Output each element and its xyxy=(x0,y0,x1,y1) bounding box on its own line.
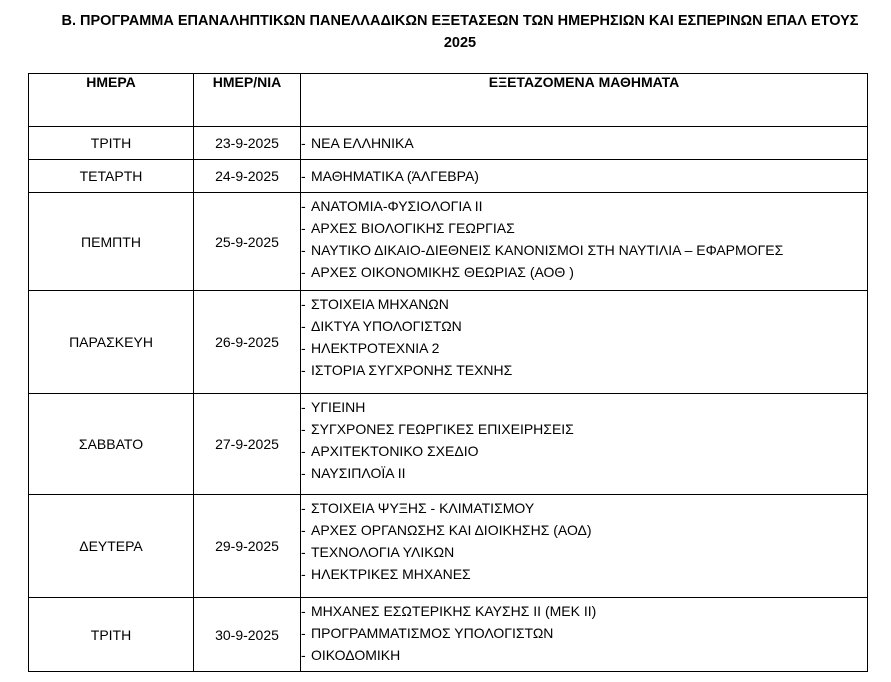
date-cell: 25-9-2025 xyxy=(194,193,301,291)
table-row xyxy=(29,127,868,160)
table-row xyxy=(29,193,868,291)
document-title-line-1: Β. ΠΡΟΓΡΑΜΜΑ ΕΠΑΝΑΛΗΠΤΙΚΩΝ ΠΑΝΕΛΛΑΔΙΚΩΝ ΕΞΕΤΑΣΕΩΝ ΤΩΝ ΗΜΕΡΗΣΙΩΝ ΚΑΙ ΕΣΠΕΡΙΝΩΝ ΕΠΑΛ ΕΤΟΥΣ xyxy=(61,13,859,29)
subject-item: - ΝΕΑ ΕΛΛΗΝΙΚΑ xyxy=(301,132,867,154)
subjects-cell xyxy=(301,160,868,193)
subjects-cell xyxy=(301,598,868,672)
subject-item: - ΑΡΧΕΣ ΒΙΟΛΟΓΙΚΗΣ ΓΕΩΡΓΙΑΣ xyxy=(301,217,867,239)
date-cell: 30-9-2025 xyxy=(194,598,301,672)
subject-list xyxy=(301,165,867,187)
subject-item: - ΤΕΧΝΟΛΟΓΙΑ ΥΛΙΚΩΝ xyxy=(301,541,867,563)
subject-item: - ΥΓΙΕΙΝΗ xyxy=(301,396,867,418)
table-row xyxy=(29,291,868,394)
subject-list xyxy=(301,497,867,585)
subject-item: - ΗΛΕΚΤΡΙΚΕΣ ΜΗΧΑΝΕΣ xyxy=(301,563,867,585)
subject-list xyxy=(301,132,867,154)
date-cell: 24-9-2025 xyxy=(194,160,301,193)
subject-item: - ΝΑΥΤΙΚΟ ΔΙΚΑΙΟ-ΔΙΕΘΝΕΙΣ ΚΑΝΟΝΙΣΜΟΙ ΣΤΗ ΝΑΥΤΙΛΙΑ – ΕΦΑΡΜΟΓΕΣ xyxy=(301,239,867,261)
subjects-cell xyxy=(301,193,868,291)
subjects-cell xyxy=(301,495,868,598)
header-subjects: ΕΞΕΤΑΖΟΜΕΝΑ ΜΑΘΗΜΑΤΑ xyxy=(301,74,868,127)
subject-item: - ΑΡΧΕΣ ΟΙΚΟΝΟΜΙΚΗΣ ΘΕΩΡΙΑΣ (ΑΟΘ ) xyxy=(301,261,867,283)
day-cell: ΤΡΙΤΗ xyxy=(29,598,194,672)
day-cell: ΣΑΒΒΑΤΟ xyxy=(29,394,194,495)
table-row xyxy=(29,160,868,193)
subject-item: - ΠΡΟΓΡΑΜΜΑΤΙΣΜΟΣ ΥΠΟΛΟΓΙΣΤΩΝ xyxy=(301,622,867,644)
subject-list xyxy=(301,600,867,666)
date-cell: 29-9-2025 xyxy=(194,495,301,598)
subject-item: - ΣΥΓΧΡΟΝΕΣ ΓΕΩΡΓΙΚΕΣ ΕΠΙΧΕΙΡΗΣΕΙΣ xyxy=(301,418,867,440)
subject-list xyxy=(301,293,867,381)
date-cell: 23-9-2025 xyxy=(194,127,301,160)
day-cell: ΠΑΡΑΣΚΕΥΗ xyxy=(29,291,194,394)
subject-item: - ΑΝΑΤΟΜΙΑ-ΦΥΣΙΟΛΟΓΙΑ ΙΙ xyxy=(301,195,867,217)
table-header-row xyxy=(29,74,868,127)
table-row xyxy=(29,598,868,672)
subject-item: - ΝΑΥΣΙΠΛΟΪΑ ΙΙ xyxy=(301,462,867,484)
subject-item: - ΣΤΟΙΧΕΙΑ ΨΥΞΗΣ - ΚΛΙΜΑΤΙΣΜΟΥ xyxy=(301,497,867,519)
subject-item: - ΔΙΚΤΥΑ ΥΠΟΛΟΓΙΣΤΩΝ xyxy=(301,315,867,337)
subjects-cell xyxy=(301,394,868,495)
table-body xyxy=(29,127,868,672)
subject-item: - ΑΡΧΙΤΕΚΤΟΝΙΚΟ ΣΧΕΔΙΟ xyxy=(301,440,867,462)
subject-item: - ΣΤΟΙΧΕΙΑ ΜΗΧΑΝΩΝ xyxy=(301,293,867,315)
document-title-line-2: 2025 xyxy=(443,35,477,51)
subject-item: - ΑΡΧΕΣ ΟΡΓΑΝΩΣΗΣ ΚΑΙ ΔΙΟΙΚΗΣΗΣ (ΑΟΔ) xyxy=(301,519,867,541)
table-row xyxy=(29,495,868,598)
subject-item: - ΗΛΕΚΤΡΟΤΕΧΝΙΑ 2 xyxy=(301,337,867,359)
date-cell: 26-9-2025 xyxy=(194,291,301,394)
subjects-cell xyxy=(301,291,868,394)
table-row xyxy=(29,394,868,495)
header-date: ΗΜΕΡ/ΝΙΑ xyxy=(194,74,301,127)
subject-item: - ΙΣΤΟΡΙΑ ΣΥΓΧΡΟΝΗΣ ΤΕΧΝΗΣ xyxy=(301,359,867,381)
subject-item: - ΜΑΘΗΜΑΤΙΚΑ (ΆΛΓΕΒΡΑ) xyxy=(301,165,867,187)
day-cell: ΤΡΙΤΗ xyxy=(29,127,194,160)
subject-list xyxy=(301,396,867,484)
date-cell: 27-9-2025 xyxy=(194,394,301,495)
subject-item: - ΟΙΚΟΔΟΜΙΚΗ xyxy=(301,644,867,666)
day-cell: ΠΕΜΠΤΗ xyxy=(29,193,194,291)
subjects-cell xyxy=(301,127,868,160)
document-title xyxy=(40,10,880,54)
day-cell: ΔΕΥΤΕΡΑ xyxy=(29,495,194,598)
exam-schedule-table xyxy=(28,73,868,672)
day-cell: ΤΕΤΑΡΤΗ xyxy=(29,160,194,193)
header-day: ΗΜΕΡΑ xyxy=(29,74,194,127)
subject-item: - ΜΗΧΑΝΕΣ ΕΣΩΤΕΡΙΚΗΣ ΚΑΥΣΗΣ ΙΙ (ΜΕΚ ΙΙ) xyxy=(301,600,867,622)
subject-list xyxy=(301,195,867,283)
